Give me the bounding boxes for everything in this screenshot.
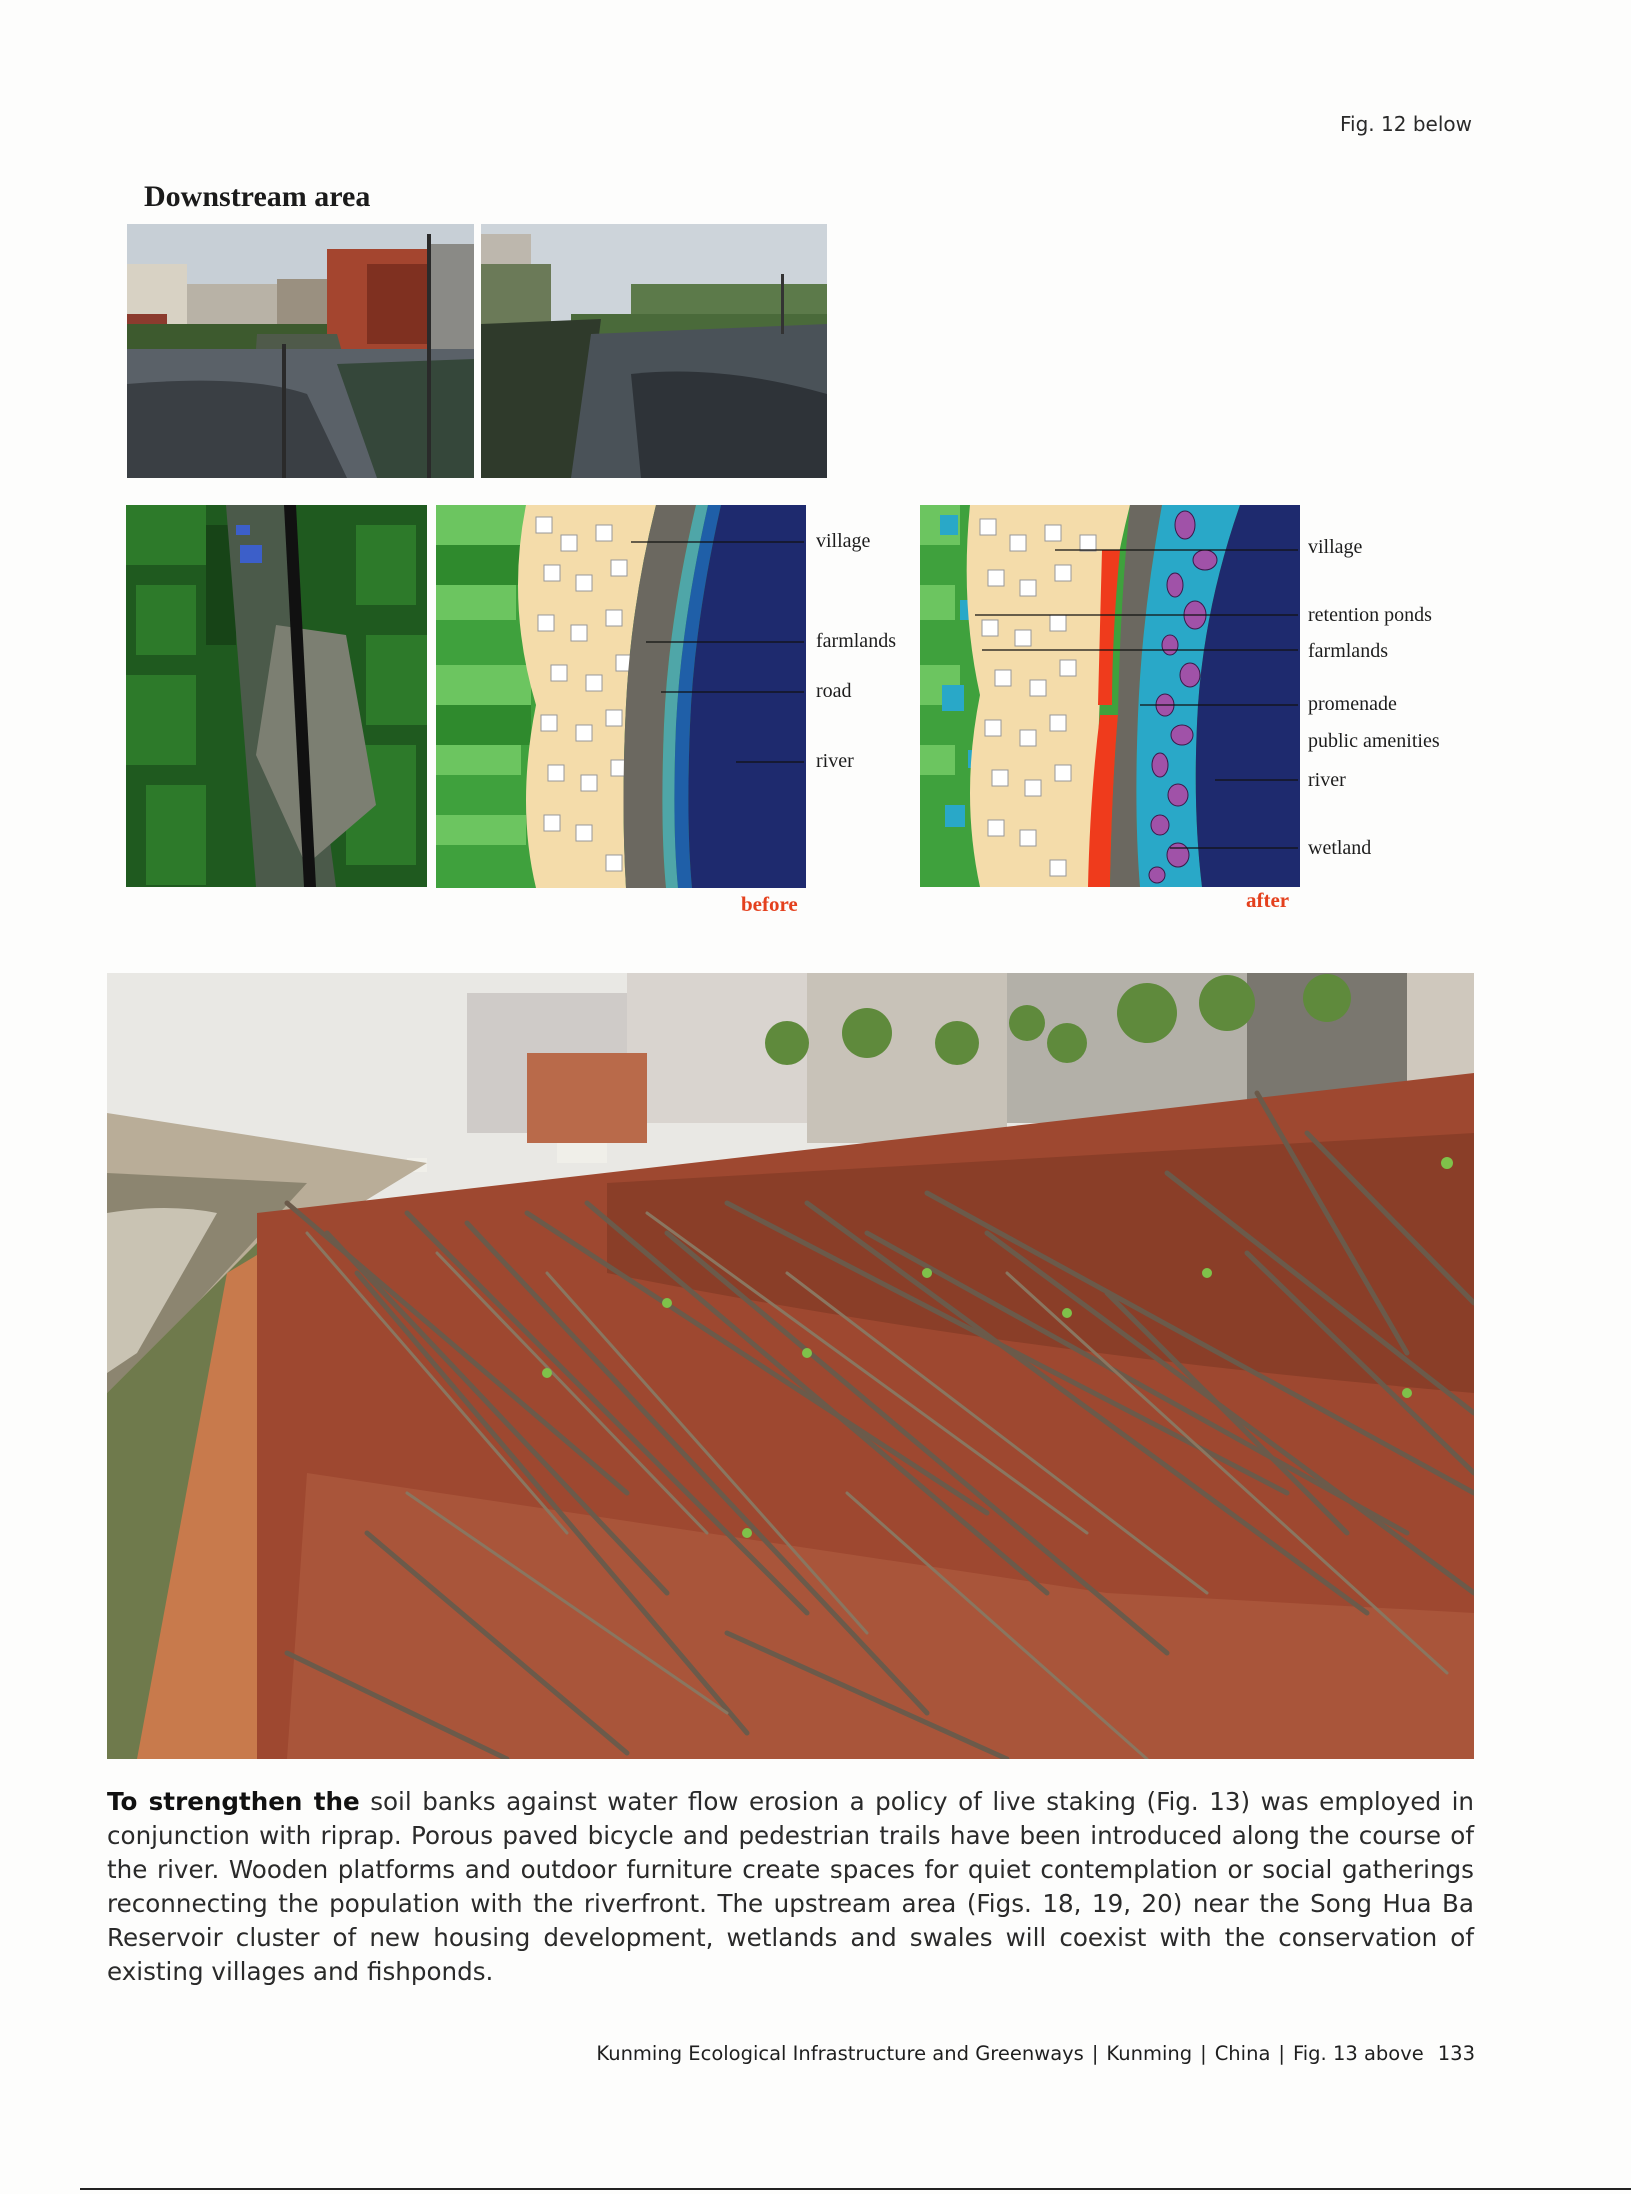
body-paragraph [107, 1785, 1474, 1989]
diagram-before [436, 505, 806, 888]
label-after-retention-ponds: retention ponds [1308, 604, 1432, 626]
label-after-wetland: wetland [1308, 837, 1372, 859]
caption-lead: To strengthen the [107, 1787, 360, 1816]
label-before-road: road [816, 680, 852, 702]
diagram-after [920, 505, 1300, 887]
section-title: Downstream area [144, 180, 371, 213]
footer-separator: | [1278, 2042, 1285, 2065]
label-after-river: river [1308, 769, 1346, 791]
page-number: 133 [1437, 2042, 1475, 2065]
footer-city: Kunming [1106, 2042, 1193, 2065]
label-after-village: village [1308, 536, 1363, 558]
footer-separator: | [1200, 2042, 1207, 2065]
tag-before: before [741, 892, 798, 916]
footer-title: Kunming Ecological Infrastructure and Greenways [596, 2042, 1084, 2065]
page-footer [596, 2042, 1475, 2065]
caption-body: soil banks against water flow erosion a policy of live staking (Fig. 13) was employed in conjunction with riprap. Porous paved bicycle and pedestrian trails have been introduced along the course of the river. Wooden platforms and outdoor furniture create spaces for quiet contemplation or social gatherings reconnecting the population with the riverfront. The upstream area (Figs. 18, 19, 20) near the Song Hua Ba Reservoir cluster of new housing development, wetlands and swales will coexist with the conservation of existing villages and fishponds. [107, 1787, 1475, 1986]
tag-after: after [1246, 888, 1290, 912]
bottom-rule [80, 2188, 1631, 2190]
label-after-public-amenities: public amenities [1308, 730, 1440, 752]
footer-country: China [1214, 2042, 1271, 2065]
fig12-label: Fig. 12 below [1340, 112, 1472, 136]
photo-canal-village [127, 224, 474, 478]
aerial-photo [126, 505, 427, 887]
photo-canal-view [481, 224, 827, 478]
label-after-promenade: promenade [1308, 693, 1397, 715]
photo-live-staking [107, 973, 1474, 1759]
label-before-river: river [816, 750, 854, 772]
footer-fig-label: Fig. 13 above [1292, 2042, 1424, 2065]
label-before-farmlands: farmlands [816, 630, 896, 652]
footer-separator: | [1091, 2042, 1099, 2065]
label-before-village: village [816, 530, 871, 552]
label-after-farmlands: farmlands [1308, 640, 1388, 662]
